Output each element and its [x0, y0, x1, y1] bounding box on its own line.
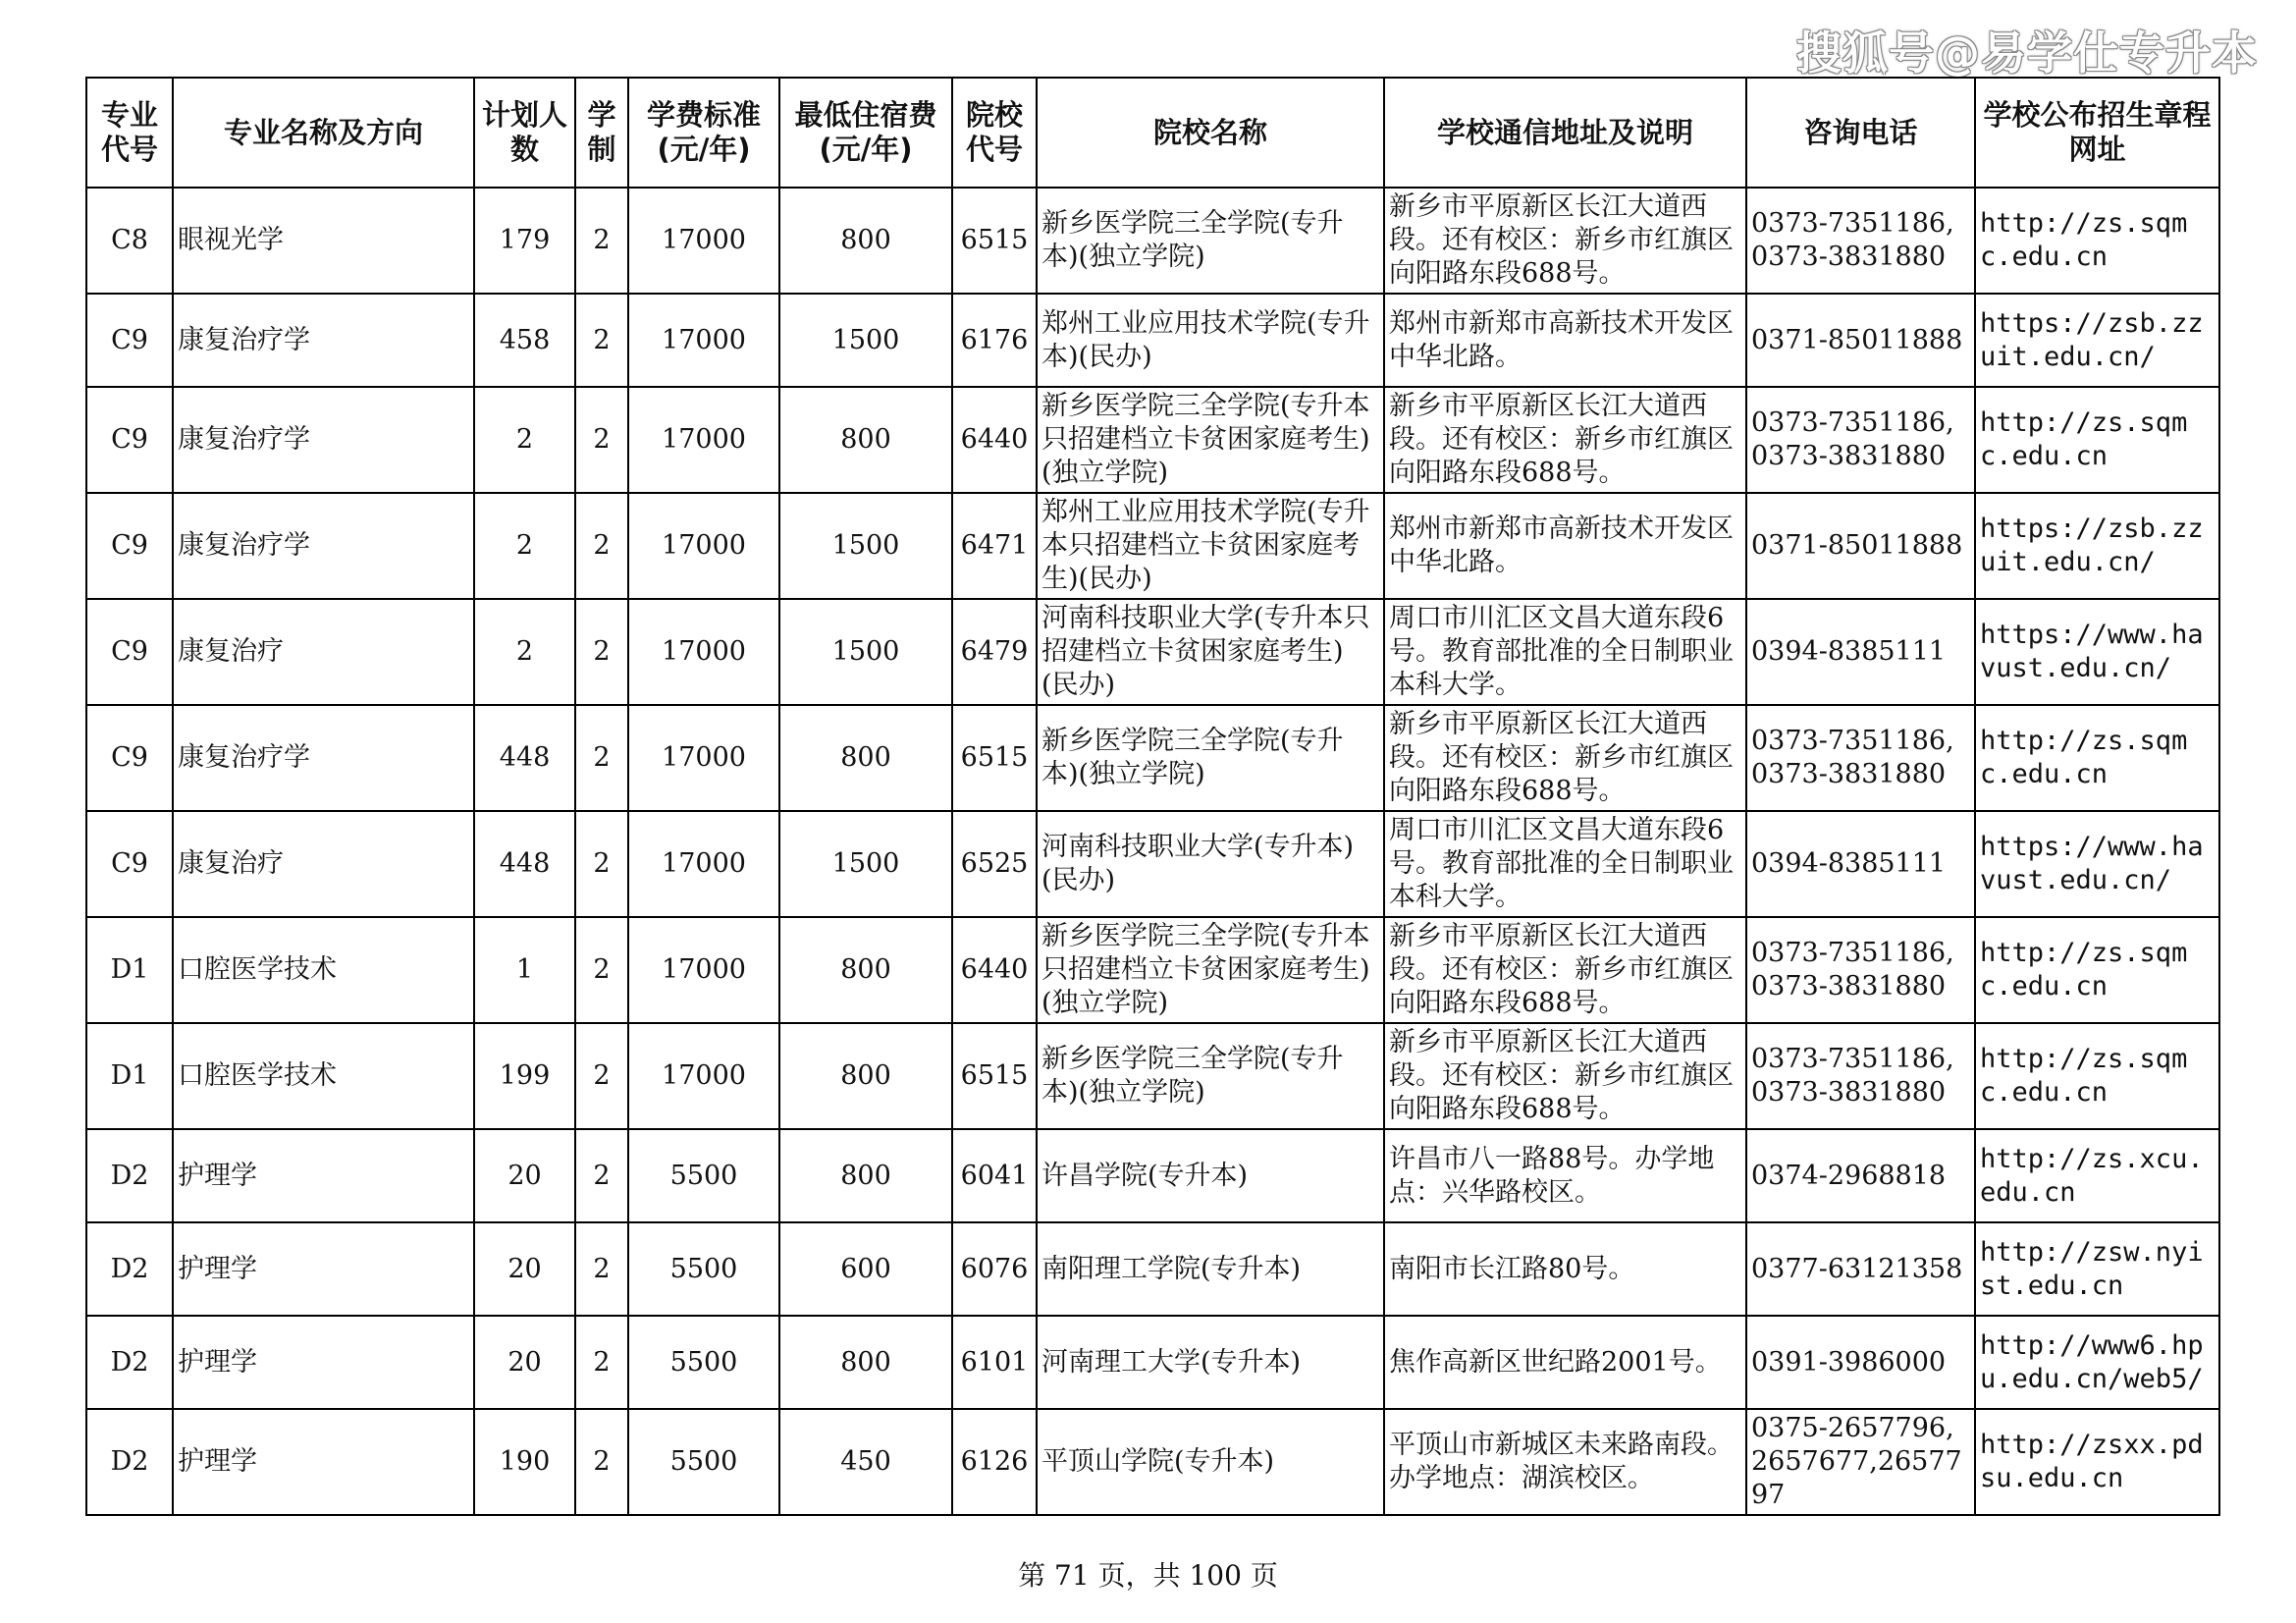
cell-lodging: 600	[779, 1222, 952, 1316]
cell-address: 新乡市平原新区长江大道西段。还有校区：新乡市红旗区向阳路东段688号。	[1384, 705, 1746, 811]
cell-address: 周口市川汇区文昌大道东段6号。教育部批准的全日制职业本科大学。	[1384, 811, 1746, 917]
cell-phone: 0371-85011888	[1746, 294, 1975, 387]
cell-years: 2	[575, 599, 628, 705]
cell-school-code: 6126	[952, 1409, 1037, 1515]
cell-lodging: 800	[779, 387, 952, 493]
cell-major: 口腔医学技术	[173, 917, 474, 1023]
cell-code: C9	[86, 387, 173, 493]
cell-url[interactable]: https://www.havust.edu.cn/	[1975, 811, 2219, 917]
cell-tuition: 5500	[628, 1316, 779, 1409]
header-url: 学校公布招生章程网址	[1975, 78, 2219, 188]
cell-address: 周口市川汇区文昌大道东段6号。教育部批准的全日制职业本科大学。	[1384, 599, 1746, 705]
cell-tuition: 5500	[628, 1222, 779, 1316]
cell-address: 焦作高新区世纪路2001号。	[1384, 1316, 1746, 1409]
cell-address: 南阳市长江路80号。	[1384, 1222, 1746, 1316]
cell-school-code: 6515	[952, 188, 1037, 294]
cell-url[interactable]: http://zs.sqmc.edu.cn	[1975, 917, 2219, 1023]
cell-years: 2	[575, 917, 628, 1023]
cell-major: 康复治疗	[173, 599, 474, 705]
cell-school-code: 6076	[952, 1222, 1037, 1316]
table-body	[86, 188, 2219, 1515]
cell-years: 2	[575, 294, 628, 387]
cell-address: 新乡市平原新区长江大道西段。还有校区：新乡市红旗区向阳路东段688号。	[1384, 1023, 1746, 1129]
cell-url[interactable]: http://www6.hpu.edu.cn/web5/	[1975, 1316, 2219, 1409]
table-row	[86, 1023, 2219, 1129]
cell-plan: 20	[474, 1316, 575, 1409]
cell-code: D2	[86, 1409, 173, 1515]
cell-phone: 0391-3986000	[1746, 1316, 1975, 1409]
cell-url[interactable]: http://zs.sqmc.edu.cn	[1975, 387, 2219, 493]
cell-code: C9	[86, 599, 173, 705]
cell-school: 河南科技职业大学(专升本)(民办)	[1037, 811, 1384, 917]
cell-lodging: 800	[779, 1023, 952, 1129]
cell-school-code: 6101	[952, 1316, 1037, 1409]
cell-address: 新乡市平原新区长江大道西段。还有校区：新乡市红旗区向阳路东段688号。	[1384, 917, 1746, 1023]
cell-school-code: 6515	[952, 705, 1037, 811]
watermark: 搜狐号@易学仕专升本	[1796, 27, 2258, 80]
cell-school-code: 6515	[952, 1023, 1037, 1129]
cell-school: 新乡医学院三全学院(专升本)(独立学院)	[1037, 188, 1384, 294]
cell-plan: 20	[474, 1222, 575, 1316]
cell-tuition: 17000	[628, 493, 779, 599]
cell-lodging: 800	[779, 705, 952, 811]
cell-major: 康复治疗学	[173, 705, 474, 811]
cell-years: 2	[575, 1409, 628, 1515]
cell-code: C8	[86, 188, 173, 294]
cell-major: 康复治疗学	[173, 387, 474, 493]
cell-url[interactable]: http://zsw.nyist.edu.cn	[1975, 1222, 2219, 1316]
header-plan: 计划人数	[474, 78, 575, 188]
cell-school: 郑州工业应用技术学院(专升本只招建档立卡贫困家庭考生)(民办)	[1037, 493, 1384, 599]
cell-plan: 448	[474, 705, 575, 811]
cell-phone: 0373-7351186,0373-3831880	[1746, 188, 1975, 294]
table-row	[86, 188, 2219, 294]
cell-code: D2	[86, 1222, 173, 1316]
cell-school: 新乡医学院三全学院(专升本)(独立学院)	[1037, 705, 1384, 811]
cell-plan: 1	[474, 917, 575, 1023]
cell-url[interactable]: https://www.havust.edu.cn/	[1975, 599, 2219, 705]
cell-code: C9	[86, 493, 173, 599]
cell-years: 2	[575, 188, 628, 294]
cell-tuition: 17000	[628, 599, 779, 705]
cell-school: 南阳理工学院(专升本)	[1037, 1222, 1384, 1316]
cell-address: 平顶山市新城区未来路南段。办学地点：湖滨校区。	[1384, 1409, 1746, 1515]
cell-phone: 0374-2968818	[1746, 1129, 1975, 1222]
header-years: 学制	[575, 78, 628, 188]
header-tuition: 学费标准(元/年)	[628, 78, 779, 188]
header-major: 专业名称及方向	[173, 78, 474, 188]
cell-code: D2	[86, 1129, 173, 1222]
cell-tuition: 17000	[628, 705, 779, 811]
header-phone: 咨询电话	[1746, 78, 1975, 188]
cell-major: 护理学	[173, 1409, 474, 1515]
cell-phone: 0371-85011888	[1746, 493, 1975, 599]
cell-phone: 0375-2657796,2657677,2657797	[1746, 1409, 1975, 1515]
cell-years: 2	[575, 705, 628, 811]
cell-phone: 0394-8385111	[1746, 599, 1975, 705]
cell-address: 许昌市八一路88号。办学地点：兴华路校区。	[1384, 1129, 1746, 1222]
cell-tuition: 17000	[628, 294, 779, 387]
cell-school-code: 6440	[952, 917, 1037, 1023]
cell-code: D2	[86, 1316, 173, 1409]
table-row	[86, 1316, 2219, 1409]
cell-years: 2	[575, 1316, 628, 1409]
cell-code: D1	[86, 917, 173, 1023]
cell-years: 2	[575, 811, 628, 917]
cell-lodging: 800	[779, 917, 952, 1023]
cell-phone: 0373-7351186,0373-3831880	[1746, 1023, 1975, 1129]
cell-address: 新乡市平原新区长江大道西段。还有校区：新乡市红旗区向阳路东段688号。	[1384, 188, 1746, 294]
cell-school-code: 6471	[952, 493, 1037, 599]
cell-school-code: 6176	[952, 294, 1037, 387]
cell-plan: 190	[474, 1409, 575, 1515]
cell-years: 2	[575, 493, 628, 599]
cell-school: 新乡医学院三全学院(专升本只招建档立卡贫困家庭考生)(独立学院)	[1037, 917, 1384, 1023]
cell-code: C9	[86, 294, 173, 387]
table-row	[86, 1409, 2219, 1515]
cell-plan: 199	[474, 1023, 575, 1129]
table-row	[86, 1222, 2219, 1316]
table-row	[86, 1129, 2219, 1222]
cell-address: 郑州市新郑市高新技术开发区中华北路。	[1384, 493, 1746, 599]
cell-tuition: 17000	[628, 387, 779, 493]
table-row	[86, 599, 2219, 705]
cell-school-code: 6041	[952, 1129, 1037, 1222]
table-row	[86, 917, 2219, 1023]
table-row	[86, 387, 2219, 493]
cell-years: 2	[575, 1222, 628, 1316]
cell-years: 2	[575, 1129, 628, 1222]
cell-code: C9	[86, 811, 173, 917]
cell-years: 2	[575, 1023, 628, 1129]
cell-phone: 0373-7351186,0373-3831880	[1746, 705, 1975, 811]
cell-tuition: 17000	[628, 188, 779, 294]
cell-url[interactable]: http://zs.sqmc.edu.cn	[1975, 705, 2219, 811]
table-row	[86, 493, 2219, 599]
table-row	[86, 294, 2219, 387]
cell-major: 护理学	[173, 1222, 474, 1316]
cell-tuition: 17000	[628, 811, 779, 917]
cell-tuition: 5500	[628, 1409, 779, 1515]
header-school: 院校名称	[1037, 78, 1384, 188]
cell-plan: 2	[474, 387, 575, 493]
cell-plan: 448	[474, 811, 575, 917]
cell-lodging: 1500	[779, 599, 952, 705]
page-footer: 第 71 页，共 100 页	[1018, 1559, 1278, 1592]
cell-major: 护理学	[173, 1129, 474, 1222]
cell-major: 口腔医学技术	[173, 1023, 474, 1129]
header-lodging: 最低住宿费(元/年)	[779, 78, 952, 188]
cell-plan: 458	[474, 294, 575, 387]
cell-school: 郑州工业应用技术学院(专升本)(民办)	[1037, 294, 1384, 387]
cell-code: D1	[86, 1023, 173, 1129]
cell-school: 许昌学院(专升本)	[1037, 1129, 1384, 1222]
table-row	[86, 705, 2219, 811]
cell-plan: 2	[474, 493, 575, 599]
cell-plan: 20	[474, 1129, 575, 1222]
cell-major: 眼视光学	[173, 188, 474, 294]
cell-url[interactable]: http://zs.sqmc.edu.cn	[1975, 188, 2219, 294]
cell-school: 河南科技职业大学(专升本只招建档立卡贫困家庭考生)(民办)	[1037, 599, 1384, 705]
cell-phone: 0373-7351186,0373-3831880	[1746, 387, 1975, 493]
cell-plan: 2	[474, 599, 575, 705]
cell-school: 新乡医学院三全学院(专升本)(独立学院)	[1037, 1023, 1384, 1129]
cell-major: 护理学	[173, 1316, 474, 1409]
cell-lodging: 800	[779, 188, 952, 294]
table-header	[86, 78, 2219, 188]
cell-code: C9	[86, 705, 173, 811]
cell-url[interactable]: http://zs.sqmc.edu.cn	[1975, 1023, 2219, 1129]
header-address: 学校通信地址及说明	[1384, 78, 1746, 188]
table-row	[86, 811, 2219, 917]
cell-plan: 179	[474, 188, 575, 294]
cell-url[interactable]: http://zs.xcu.edu.cn	[1975, 1129, 2219, 1222]
cell-phone: 0373-7351186,0373-3831880	[1746, 917, 1975, 1023]
cell-tuition: 5500	[628, 1129, 779, 1222]
cell-major: 康复治疗	[173, 811, 474, 917]
cell-lodging: 1500	[779, 811, 952, 917]
cell-address: 新乡市平原新区长江大道西段。还有校区：新乡市红旗区向阳路东段688号。	[1384, 387, 1746, 493]
cell-major: 康复治疗学	[173, 294, 474, 387]
cell-phone: 0377-63121358	[1746, 1222, 1975, 1316]
cell-school: 河南理工大学(专升本)	[1037, 1316, 1384, 1409]
cell-years: 2	[575, 387, 628, 493]
cell-url[interactable]: https://zsb.zzuit.edu.cn/	[1975, 493, 2219, 599]
cell-url[interactable]: http://zsxx.pdsu.edu.cn	[1975, 1409, 2219, 1515]
cell-lodging: 1500	[779, 493, 952, 599]
cell-school-code: 6479	[952, 599, 1037, 705]
cell-lodging: 1500	[779, 294, 952, 387]
cell-school-code: 6525	[952, 811, 1037, 917]
cell-school: 平顶山学院(专升本)	[1037, 1409, 1384, 1515]
cell-tuition: 17000	[628, 917, 779, 1023]
admissions-table	[85, 77, 2220, 1516]
header-code: 专业代号	[86, 78, 173, 188]
cell-school-code: 6440	[952, 387, 1037, 493]
cell-address: 郑州市新郑市高新技术开发区中华北路。	[1384, 294, 1746, 387]
cell-tuition: 17000	[628, 1023, 779, 1129]
cell-phone: 0394-8385111	[1746, 811, 1975, 917]
cell-school: 新乡医学院三全学院(专升本只招建档立卡贫困家庭考生)(独立学院)	[1037, 387, 1384, 493]
cell-url[interactable]: https://zsb.zzuit.edu.cn/	[1975, 294, 2219, 387]
cell-lodging: 800	[779, 1129, 952, 1222]
cell-lodging: 450	[779, 1409, 952, 1515]
cell-major: 康复治疗学	[173, 493, 474, 599]
header-school-code: 院校代号	[952, 78, 1037, 188]
cell-lodging: 800	[779, 1316, 952, 1409]
